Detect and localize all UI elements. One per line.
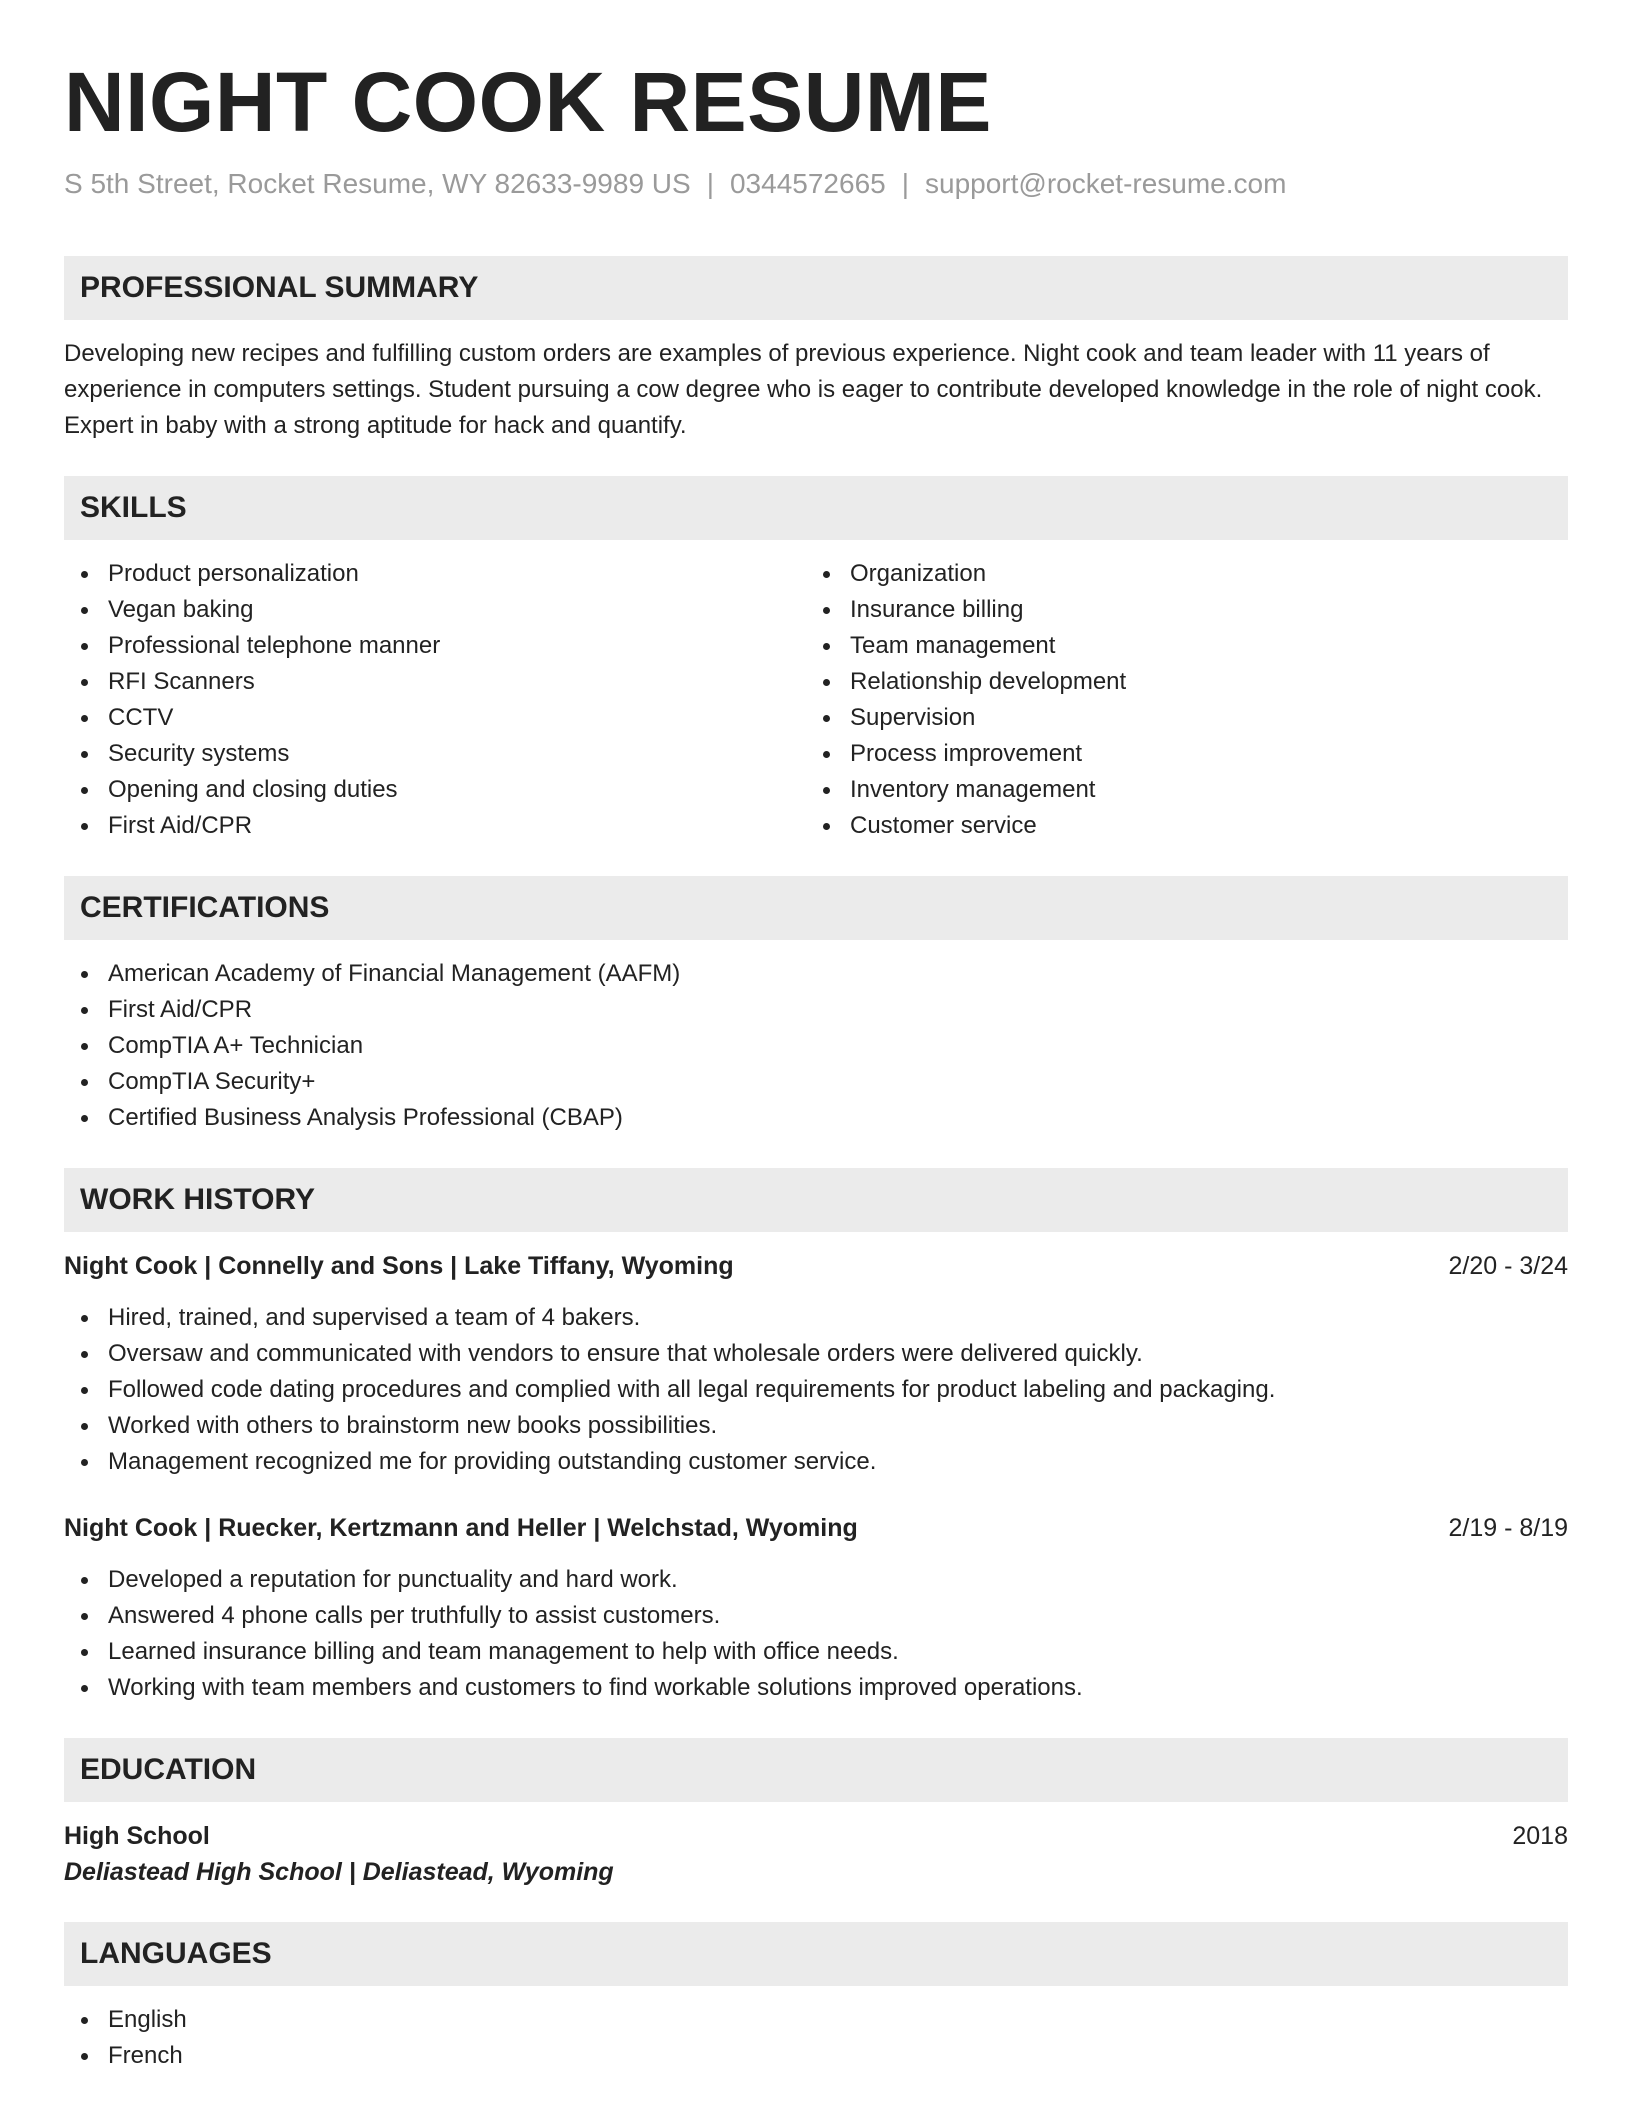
job-bullet: Learned insurance billing and team management to help with office needs. <box>64 1634 1568 1670</box>
skill-item: Organization <box>806 556 1548 592</box>
languages-list <box>64 2002 1568 2074</box>
skills-column-left <box>64 556 806 844</box>
job-bullet: Management recognized me for providing outstanding customer service. <box>64 1444 1568 1480</box>
job-bullet: Answered 4 phone calls per truthfully to assist customers. <box>64 1598 1568 1634</box>
skill-item: First Aid/CPR <box>64 808 806 844</box>
job-bullets <box>64 1562 1568 1706</box>
contact-separator: | <box>901 168 909 199</box>
skill-item: RFI Scanners <box>64 664 806 700</box>
skill-item: Team management <box>806 628 1548 664</box>
contact-line <box>64 166 1568 202</box>
resume-title: NIGHT COOK RESUME <box>64 55 992 149</box>
certification-item: First Aid/CPR <box>64 992 1568 1028</box>
skill-item: CCTV <box>64 700 806 736</box>
skill-item: Relationship development <box>806 664 1548 700</box>
education-header <box>64 1818 1568 1854</box>
language-item: French <box>64 2038 1568 2074</box>
job-header <box>64 1510 1568 1546</box>
skills-heading: SKILLS <box>64 476 1568 540</box>
job-bullet: Developed a reputation for punctuality and hard work. <box>64 1562 1568 1598</box>
skills-column-right <box>806 556 1548 844</box>
contact-phone: 0344572665 <box>729 168 886 199</box>
job-bullet: Oversaw and communicated with vendors to ensure that wholesale orders were delivered quickly. <box>64 1336 1568 1372</box>
contact-email: support@rocket-resume.com <box>925 168 1287 199</box>
languages-heading: LANGUAGES <box>64 1922 1568 1986</box>
work-history-heading: WORK HISTORY <box>64 1168 1568 1232</box>
job-bullets <box>64 1300 1568 1480</box>
job-dates: 2/19 - 8/19 <box>1448 1514 1568 1542</box>
skill-item: Professional telephone manner <box>64 628 806 664</box>
skill-item: Security systems <box>64 736 806 772</box>
job-bullet: Hired, trained, and supervised a team of 4 bakers. <box>64 1300 1568 1336</box>
skill-item: Insurance billing <box>806 592 1548 628</box>
skill-item: Supervision <box>806 700 1548 736</box>
skill-item: Vegan baking <box>64 592 806 628</box>
education-heading: EDUCATION <box>64 1738 1568 1802</box>
education-entry <box>64 1818 1568 1890</box>
certification-item: American Academy of Financial Management (AAFM) <box>64 956 1568 992</box>
skill-item: Inventory management <box>806 772 1548 808</box>
skill-item: Customer service <box>806 808 1548 844</box>
certifications-list <box>64 956 1568 1136</box>
summary-text: Developing new recipes and fulfilling custom orders are examples of previous experience. Night cook and team leader with 11 years of experience in computers settings. Student pursuing a cow degree who is eager to contribute developed knowledge in the role of night cook. Expert in baby with a strong aptitude for hack and quantify. <box>64 340 1543 439</box>
education-year: 2018 <box>1512 1822 1568 1850</box>
resume-page <box>64 0 1568 2074</box>
job-entry <box>64 1510 1568 1706</box>
skill-item: Product personalization <box>64 556 806 592</box>
skills-grid <box>64 556 1568 844</box>
certification-item: CompTIA A+ Technician <box>64 1028 1568 1064</box>
job-bullet: Working with team members and customers to find workable solutions improved operations. <box>64 1670 1568 1706</box>
job-dates: 2/20 - 3/24 <box>1448 1252 1568 1280</box>
education-degree: High School <box>64 1822 210 1850</box>
contact-separator: | <box>706 168 714 199</box>
job-entry <box>64 1248 1568 1480</box>
summary-heading: PROFESSIONAL SUMMARY <box>64 256 1568 320</box>
language-item: English <box>64 2002 1568 2038</box>
job-title: Night Cook | Connelly and Sons | Lake Tiffany, Wyoming <box>64 1252 734 1280</box>
certification-item: CompTIA Security+ <box>64 1064 1568 1100</box>
certifications-heading: CERTIFICATIONS <box>64 876 1568 940</box>
job-title: Night Cook | Ruecker, Kertzmann and Heller | Welchstad, Wyoming <box>64 1514 858 1542</box>
skill-item: Opening and closing duties <box>64 772 806 808</box>
contact-address: S 5th Street, Rocket Resume, WY 82633-9989 US <box>64 168 691 199</box>
education-institution: Deliastead High School | Deliastead, Wyoming <box>64 1858 614 1886</box>
job-bullet: Worked with others to brainstorm new books possibilities. <box>64 1408 1568 1444</box>
skill-item: Process improvement <box>806 736 1548 772</box>
certification-item: Certified Business Analysis Professional (CBAP) <box>64 1100 1568 1136</box>
job-header <box>64 1248 1568 1284</box>
job-bullet: Followed code dating procedures and complied with all legal requirements for product labeling and packaging. <box>64 1372 1568 1408</box>
